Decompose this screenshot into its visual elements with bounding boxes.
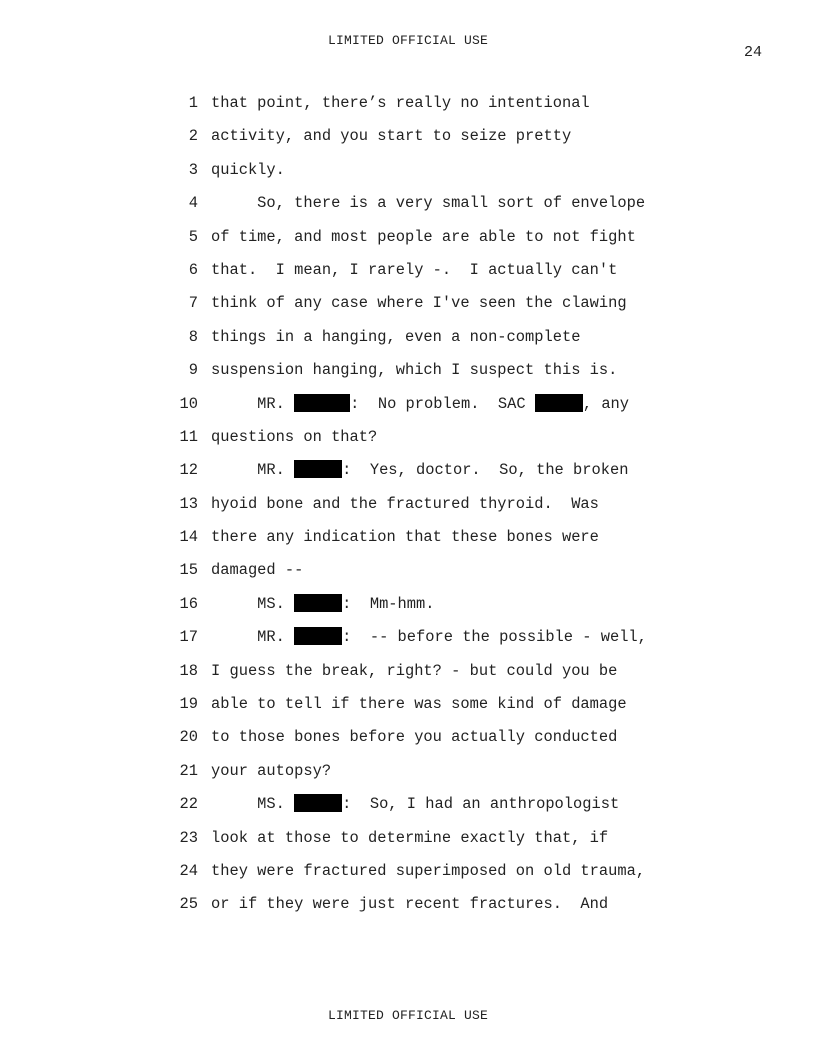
- line-text: think of any case where I've seen the clawing: [211, 294, 627, 313]
- line-number: 9: [188, 361, 198, 380]
- line-number: 8: [188, 327, 198, 346]
- transcript-line: [0, 594, 816, 627]
- transcript-line: [0, 427, 816, 460]
- line-number: 5: [188, 227, 198, 246]
- line-text: or if they were just recent fractures. And: [211, 895, 609, 914]
- line-text-segment: : Yes, doctor. So, the broken: [342, 461, 629, 480]
- footer-classification-label: LIMITED OFFICIAL USE: [327, 1008, 489, 1023]
- transcript-line: [0, 460, 816, 493]
- line-text: questions on that?: [211, 427, 378, 446]
- page-number: 24: [743, 44, 762, 61]
- line-text: [211, 394, 629, 414]
- line-number: 14: [179, 528, 198, 547]
- line-number: 13: [179, 494, 198, 513]
- line-number: 20: [179, 728, 198, 747]
- line-text: your autopsy?: [211, 761, 332, 780]
- transcript-line: [0, 694, 816, 727]
- speaker-title: MR.: [211, 394, 295, 413]
- line-number: 7: [188, 294, 198, 313]
- transcript-line: [0, 227, 816, 260]
- line-text: [211, 594, 434, 614]
- speaker-title: MS.: [211, 795, 295, 814]
- line-number: 23: [179, 828, 198, 847]
- redaction-block: [294, 460, 342, 478]
- line-number: 17: [179, 628, 198, 647]
- line-text: damaged --: [211, 561, 304, 580]
- redaction-block: [294, 594, 342, 612]
- transcript-line: [0, 828, 816, 861]
- transcript-line: [0, 727, 816, 760]
- line-number: 4: [188, 194, 198, 213]
- line-text-segment: : No problem. SAC: [350, 394, 535, 413]
- transcript-line: [0, 160, 816, 193]
- line-text: they were fractured superimposed on old trauma,: [211, 861, 646, 880]
- transcript-line: [0, 661, 816, 694]
- line-text: [211, 794, 619, 814]
- line-number: 16: [179, 594, 198, 613]
- line-text: to those bones before you actually conducted: [211, 728, 618, 747]
- line-text: [211, 460, 628, 480]
- line-number: 18: [179, 661, 198, 680]
- line-text: hyoid bone and the fractured thyroid. Was: [211, 494, 599, 513]
- line-text: suspension hanging, which I suspect this is.: [211, 361, 618, 380]
- transcript-line: [0, 761, 816, 794]
- line-number: 22: [179, 795, 198, 814]
- line-number: 2: [188, 127, 198, 146]
- line-text-segment: : -- before the possible - well,: [342, 628, 647, 647]
- line-text-segment: , any: [582, 394, 630, 413]
- line-number: 1: [188, 94, 198, 112]
- line-text: things in a hanging, even a non-complete: [211, 327, 581, 346]
- line-text: activity, and you start to seize pretty: [211, 127, 572, 146]
- line-text-segment: : So, I had an anthropologist: [342, 795, 620, 814]
- line-number: 25: [179, 895, 198, 914]
- transcript-line: [0, 794, 816, 827]
- line-number: 3: [188, 160, 198, 179]
- line-number: 24: [179, 861, 198, 880]
- transcript-line: [0, 560, 816, 593]
- line-text: So, there is a very small sort of envelope: [211, 194, 646, 213]
- line-number: 21: [179, 761, 198, 780]
- speaker-title: MR.: [211, 461, 295, 480]
- speaker-title: MR.: [211, 628, 295, 647]
- line-text: there any indication that these bones were: [211, 528, 599, 547]
- line-number: 19: [179, 695, 198, 714]
- redaction-block: [294, 794, 342, 812]
- transcript-line: [0, 327, 816, 360]
- redaction-block: [294, 627, 342, 645]
- line-text: look at those to determine exactly that, if: [211, 828, 609, 847]
- line-text: able to tell if there was some kind of damage: [211, 695, 627, 714]
- line-number: 15: [179, 561, 198, 580]
- transcript-line: [0, 894, 816, 927]
- redaction-block: [535, 394, 583, 412]
- transcript-line: [0, 260, 816, 293]
- line-text: quickly.: [211, 160, 285, 179]
- transcript-line: [0, 394, 816, 427]
- transcript-body: [0, 93, 816, 928]
- line-number: 6: [188, 260, 198, 279]
- line-text: [211, 627, 647, 647]
- header-classification-label: LIMITED OFFICIAL USE: [327, 33, 489, 48]
- line-text: I guess the break, right? - but could you be: [211, 661, 618, 680]
- transcript-line: [0, 861, 816, 894]
- transcript-line: [0, 494, 816, 527]
- line-number: 10: [179, 394, 198, 413]
- line-number: 11: [179, 427, 198, 446]
- line-number: 12: [179, 461, 198, 480]
- transcript-line: [0, 93, 816, 126]
- transcript-line: [0, 193, 816, 226]
- transcript-line: [0, 126, 816, 159]
- line-text: of time, and most people are able to not fight: [211, 227, 636, 246]
- redaction-block: [294, 394, 350, 412]
- transcript-line: [0, 627, 816, 660]
- line-text: that. I mean, I rarely -. I actually can't: [211, 260, 618, 279]
- transcript-line: [0, 527, 816, 560]
- transcript-line: [0, 360, 816, 393]
- transcript-line: [0, 293, 816, 326]
- line-text: that point, there’s really no intentional: [211, 94, 590, 112]
- line-text-segment: : Mm-hmm.: [342, 594, 435, 613]
- speaker-title: MS.: [211, 594, 295, 613]
